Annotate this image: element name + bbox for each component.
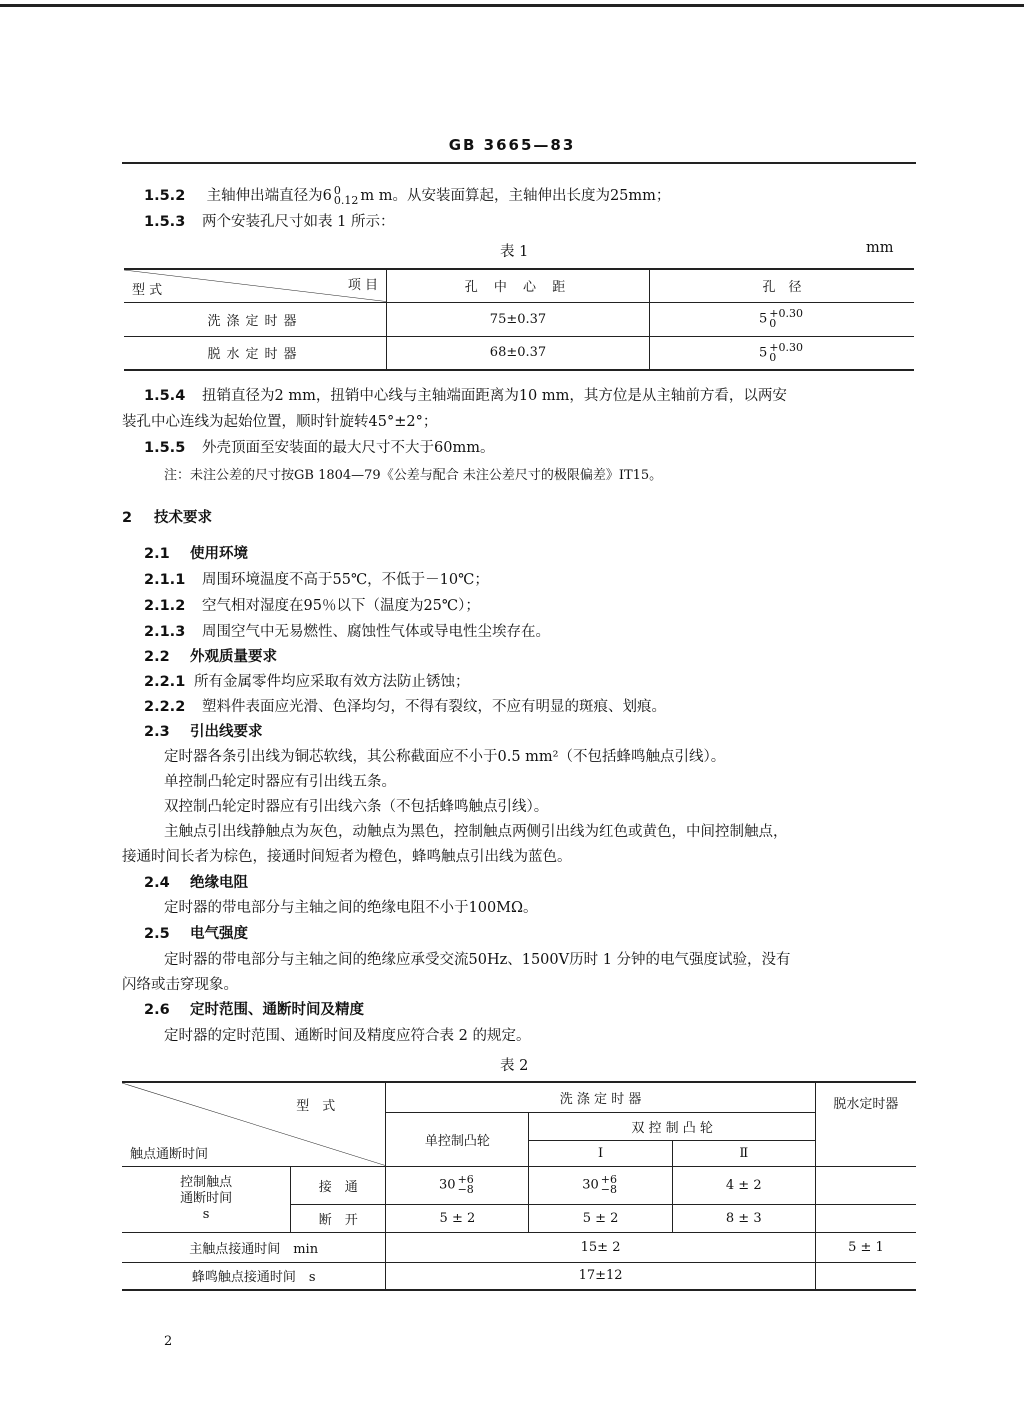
- table-2: 型 式 触点通断时间 洗 涤 定 时 器 脱水定时器 单控制凸轮 双 控 制 凸 轮 I Ⅱ 控制触点 通断时间 s 接 通 30 +6 −8 30 +6 −8 4 ± 2 断 开 5 ± 2 5 ± 2 8 ± 3 主触点接通时间 min 15± 2 5 ± 1 蜂鸣触点接通时间 s 17±12: [122, 1081, 916, 1291]
- clause-2-3-p4: 主触点引出线静触点为灰色，动触点为黑色，控制触点两侧引出线为红色或黄色，中间控制触点，: [164, 824, 788, 840]
- clause-2-3-p4-cont: 接通时间长者为棕色，接通时间短者为橙色，蜂鸣触点引出线为蓝色。: [122, 849, 572, 865]
- clause-1-5-5: 1.5.5 外壳顶面至安装面的最大尺寸不大于60mm。: [144, 440, 495, 456]
- table-1: [124, 268, 914, 371]
- clause-2-3-p2: 单控制凸轮定时器应有引出线五条。: [164, 774, 396, 790]
- section-2-heading: 2 技术要求: [122, 509, 212, 526]
- clause-2-6-p1: 定时器的定时范围、通断时间及精度应符合表 2 的规定。: [164, 1028, 531, 1044]
- header-rule: [122, 162, 916, 164]
- table-row: 主触点接通时间 min 15± 2 5 ± 1: [122, 1232, 916, 1262]
- clause-1-5-3: 1.5.3 两个安装孔尺寸如表 1 所示：: [144, 214, 395, 230]
- clause-2-3: 2.3 引出线要求: [144, 723, 263, 740]
- clause-2-1: 2.1 使用环境: [144, 545, 248, 562]
- clause-2-5: 2.5 电气强度: [144, 925, 248, 942]
- table-row: 蜂鸣触点接通时间 s 17±12: [122, 1262, 916, 1290]
- table1-col-center: 孔 中 心 距: [387, 269, 650, 302]
- clause-2-5-p1-cont: 闪络或击穿现象。: [122, 977, 238, 993]
- page-number: 2: [164, 1334, 173, 1349]
- clause-2-1-3: 2.1.3 周围空气中无易燃性、腐蚀性气体或导电性尘埃存在。: [144, 624, 550, 640]
- clause-2-4: 2.4 绝缘电阻: [144, 874, 248, 891]
- tolerance: 0 0.12: [333, 184, 359, 207]
- table-row: 洗涤定时器 75±0.37 5 +0.30 0: [124, 302, 914, 336]
- table-row: 控制触点 通断时间 s 接 通 30 +6 −8 30 +6 −8 4 ± 2: [122, 1166, 916, 1204]
- note: 注：未注公差的尺寸按GB 1804—79《公差与配合 未注公差尺寸的极限偏差》IT15。: [164, 468, 663, 483]
- table2-single-header: 单控制凸轮: [386, 1112, 529, 1166]
- clause-2-3-p1: 定时器各条引出线为铜芯软线，其公称截面应不小于0.5 mm²（不包括蜂鸣触点引线）。: [164, 749, 726, 765]
- table1-unit: mm: [866, 240, 894, 256]
- table2-wash-header: 洗 涤 定 时 器: [386, 1082, 816, 1112]
- table2-dewater-header: 脱水定时器: [815, 1082, 916, 1166]
- clause-2-2-1: 2.2.1 所有金属零件均应采取有效方法防止锈蚀；: [144, 674, 470, 690]
- clause-2-2: 2.2 外观质量要求: [144, 648, 277, 665]
- clause-2-5-p1: 定时器的带电部分与主轴之间的绝缘应承受交流50Hz、1500V历时 1 分钟的电气强度试验，没有: [164, 952, 791, 968]
- table1-col-hole: 孔 径: [650, 269, 915, 302]
- clause-2-1-2: 2.1.2 空气相对湿度在95％以下（温度为25℃）；: [144, 598, 480, 614]
- table1-corner: 项 目 型 式: [124, 269, 387, 302]
- table2-title: 表 2: [500, 1058, 529, 1074]
- clause-1-5-2: 1.5.2 主轴伸出端直径为6 0 0.12 m m。从安装面算起，主轴伸出长度为25mm；: [144, 184, 671, 207]
- table2-double-header: 双 控 制 凸 轮: [529, 1112, 815, 1140]
- clause-2-3-p3: 双控制凸轮定时器应有引出线六条（不包括蜂鸣触点引线）。: [164, 799, 549, 815]
- clause-2-1-1: 2.1.1 周围环境温度不高于55℃，不低于－10℃；: [144, 572, 489, 588]
- page-header: GB 3665—83: [448, 136, 576, 154]
- table-row: 脱水定时器 68±0.37 5 +0.30 0: [124, 336, 914, 370]
- table2-corner: 型 式 触点通断时间: [122, 1082, 386, 1166]
- table-row: 断 开 5 ± 2 5 ± 2 8 ± 3: [122, 1204, 916, 1232]
- clause-2-4-p1: 定时器的带电部分与主轴之间的绝缘电阻不小于100MΩ。: [164, 900, 538, 916]
- clause-2-2-2: 2.2.2 塑料件表面应光滑、色泽均匀，不得有裂纹，不应有明显的斑痕、划痕。: [144, 699, 666, 715]
- table1-title: 表 1: [500, 244, 529, 260]
- clause-2-6: 2.6 定时范围、通断时间及精度: [144, 1001, 364, 1018]
- clause-1-5-4: 1.5.4 扭销直径为2 mm，扭销中心线与主轴端面距离为10 mm，其方位是从主轴前方看，以两安: [144, 388, 787, 404]
- clause-1-5-4-cont: 装孔中心连线为起始位置，顺时针旋转45°±2°；: [122, 414, 438, 430]
- top-border-line: [0, 4, 1024, 7]
- clause-number: 1.5.2: [144, 188, 186, 204]
